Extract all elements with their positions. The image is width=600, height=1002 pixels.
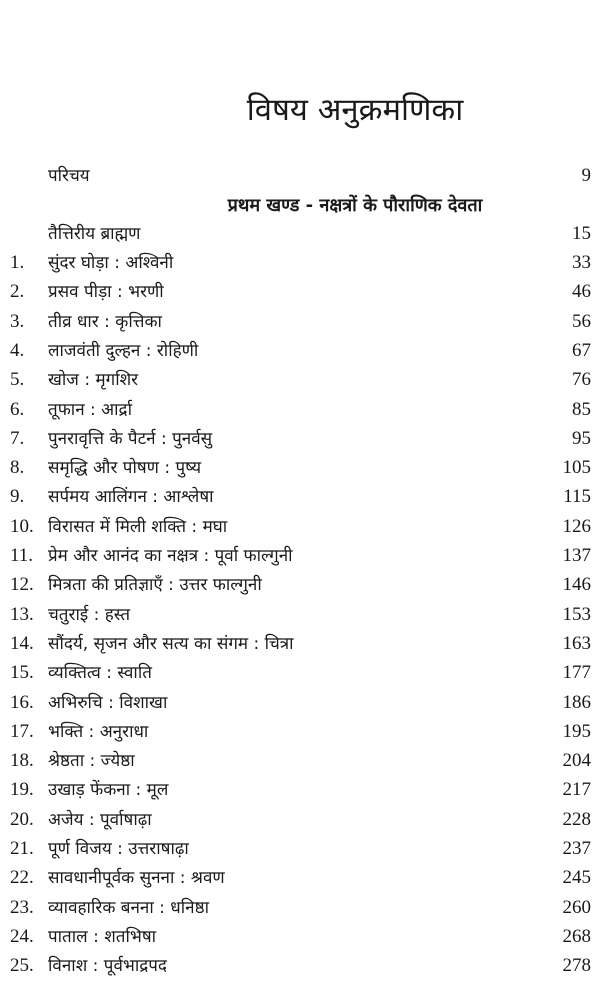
toc-page: 76	[572, 369, 591, 391]
toc-page: 245	[562, 867, 591, 889]
toc-label: लाजवंती दुल्हन : रोहिणी	[48, 340, 199, 361]
toc-number: 17.	[10, 720, 34, 742]
toc-page: 67	[572, 339, 591, 361]
toc-page: 278	[562, 955, 591, 977]
toc-entry	[0, 396, 600, 424]
toc-label: तैत्तिरीय ब्राह्मण	[48, 224, 141, 244]
toc-entry	[0, 366, 600, 394]
toc-number: 11.	[10, 545, 34, 566]
toc-preface	[0, 220, 600, 248]
section-heading: प्रथम खण्ड - नक्षत्रों के पौराणिक देवता	[227, 195, 483, 216]
toc-number: 12.	[10, 574, 34, 596]
toc-label: अभिरुचि : विशाखा	[48, 692, 168, 713]
toc-label: चतुराई : हस्त	[48, 604, 131, 625]
toc-page: 33	[572, 252, 591, 273]
toc-label: खोज : मृगशिर	[48, 370, 139, 391]
toc-entry	[0, 923, 600, 951]
toc-label: तूफान : आर्द्रा	[48, 399, 132, 420]
toc-entry	[0, 542, 600, 570]
toc-entry	[0, 601, 600, 629]
toc-label: सावधानीपूर्वक सुनना : श्रवण	[48, 868, 225, 889]
toc-number: 4.	[10, 339, 25, 361]
toc-entry	[0, 718, 600, 746]
toc-number: 14.	[10, 632, 34, 654]
toc-entry	[0, 425, 600, 453]
toc-page: 177	[562, 662, 591, 684]
toc-entry	[0, 308, 600, 336]
toc-page: 237	[562, 838, 591, 859]
toc-page: 85	[572, 398, 591, 420]
toc-number: 24.	[10, 925, 34, 947]
page-title: विषय अनुक्रमणिका	[246, 92, 464, 128]
toc-label: मित्रता की प्रतिज्ञाएँ : उत्तर फाल्गुनी	[48, 575, 262, 596]
toc-label: विरासत में मिली शक्ति : मघा	[48, 516, 228, 537]
toc-number: 10.	[10, 515, 34, 537]
toc-number: 15.	[10, 662, 34, 684]
toc-label: व्यावहारिक बनना : धनिष्ठा	[48, 897, 209, 918]
toc-entry	[0, 513, 600, 541]
toc-label: पुनरावृत्ति के पैटर्न : पुनर्वसु	[48, 428, 213, 449]
toc-page: 9	[581, 165, 591, 186]
toc-label: उखाड़ फेंकना : मूल	[48, 780, 169, 801]
toc-page: 217	[562, 779, 591, 801]
toc-entry	[0, 689, 600, 717]
toc-entry	[0, 952, 600, 980]
toc-entry	[0, 454, 600, 482]
toc-page: 204	[562, 750, 591, 772]
toc-page: 56	[572, 310, 591, 332]
toc-number: 13.	[10, 603, 34, 625]
toc-page: 195	[562, 720, 591, 742]
toc-page: 95	[572, 427, 591, 449]
toc-page: 268	[562, 925, 591, 947]
toc-entry	[0, 337, 600, 365]
toc-page: 153	[562, 603, 591, 625]
toc-number: 22.	[10, 867, 34, 889]
toc-entry	[0, 483, 600, 511]
toc-page: 146	[562, 574, 591, 596]
toc-label: भक्ति : अनुराधा	[48, 721, 149, 742]
toc-number: 2.	[10, 281, 25, 303]
toc-page: 105	[562, 457, 591, 479]
toc-number: 5.	[10, 369, 25, 391]
toc-number: 18.	[10, 750, 34, 772]
toc-label: समृद्धि और पोषण : पुष्य	[48, 458, 202, 479]
toc-page: 126	[562, 515, 591, 537]
toc-label: सौंदर्य, सृजन और सत्य का संगम : चित्रा	[48, 633, 294, 654]
toc-entry	[0, 278, 600, 306]
toc-entry	[0, 806, 600, 834]
toc-entry	[0, 776, 600, 804]
toc-number: 3.	[10, 310, 25, 332]
toc-page: 115	[563, 486, 591, 508]
toc-label: पाताल : शतभिषा	[48, 926, 157, 947]
toc-number: 7.	[10, 427, 25, 449]
toc-label: विनाश : पूर्वभाद्रपद	[48, 956, 167, 977]
toc-entry	[0, 630, 600, 658]
toc-number: 23.	[10, 896, 34, 918]
toc-entry	[0, 571, 600, 599]
toc-label: प्रेम और आनंद का नक्षत्र : पूर्वा फाल्गुनी	[48, 546, 293, 566]
toc-page: 137	[562, 545, 591, 566]
toc-number: 6.	[10, 398, 25, 420]
toc-page: 260	[562, 896, 591, 918]
toc-page: 228	[562, 808, 591, 830]
toc-entry	[0, 659, 600, 687]
toc-intro	[0, 162, 600, 190]
toc-page: 186	[562, 691, 591, 713]
toc-page: 163	[562, 632, 591, 654]
toc-label: परिचय	[48, 166, 90, 186]
toc-number: 8.	[10, 457, 25, 479]
toc-label: सर्पमय आलिंगन : आश्लेषा	[48, 487, 214, 508]
toc-entry	[0, 835, 600, 863]
toc-label: श्रेष्ठता : ज्येष्ठा	[48, 751, 135, 772]
toc-number: 20.	[10, 808, 34, 830]
toc-number: 21.	[10, 838, 34, 859]
toc-number: 1.	[10, 252, 25, 273]
toc-label: व्यक्तित्व : स्वाति	[48, 663, 152, 684]
toc-number: 25.	[10, 955, 34, 977]
toc-label: प्रसव पीड़ा : भरणी	[48, 282, 164, 303]
toc-label: पूर्ण विजय : उत्तराषाढ़ा	[48, 839, 189, 859]
toc-number: 9.	[10, 486, 25, 508]
toc-label: सुंदर घोड़ा : अश्विनी	[48, 253, 174, 273]
toc-number: 19.	[10, 779, 34, 801]
toc-entry	[0, 249, 600, 277]
toc-label: तीव्र धार : कृत्तिका	[48, 311, 162, 332]
toc-page: 46	[572, 281, 591, 303]
toc-number: 16.	[10, 691, 34, 713]
toc-page: 15	[572, 223, 591, 244]
toc-entry	[0, 747, 600, 775]
toc-label: अजेय : पूर्वाषाढ़ा	[48, 809, 152, 830]
toc-entry	[0, 894, 600, 922]
toc-entry	[0, 864, 600, 892]
